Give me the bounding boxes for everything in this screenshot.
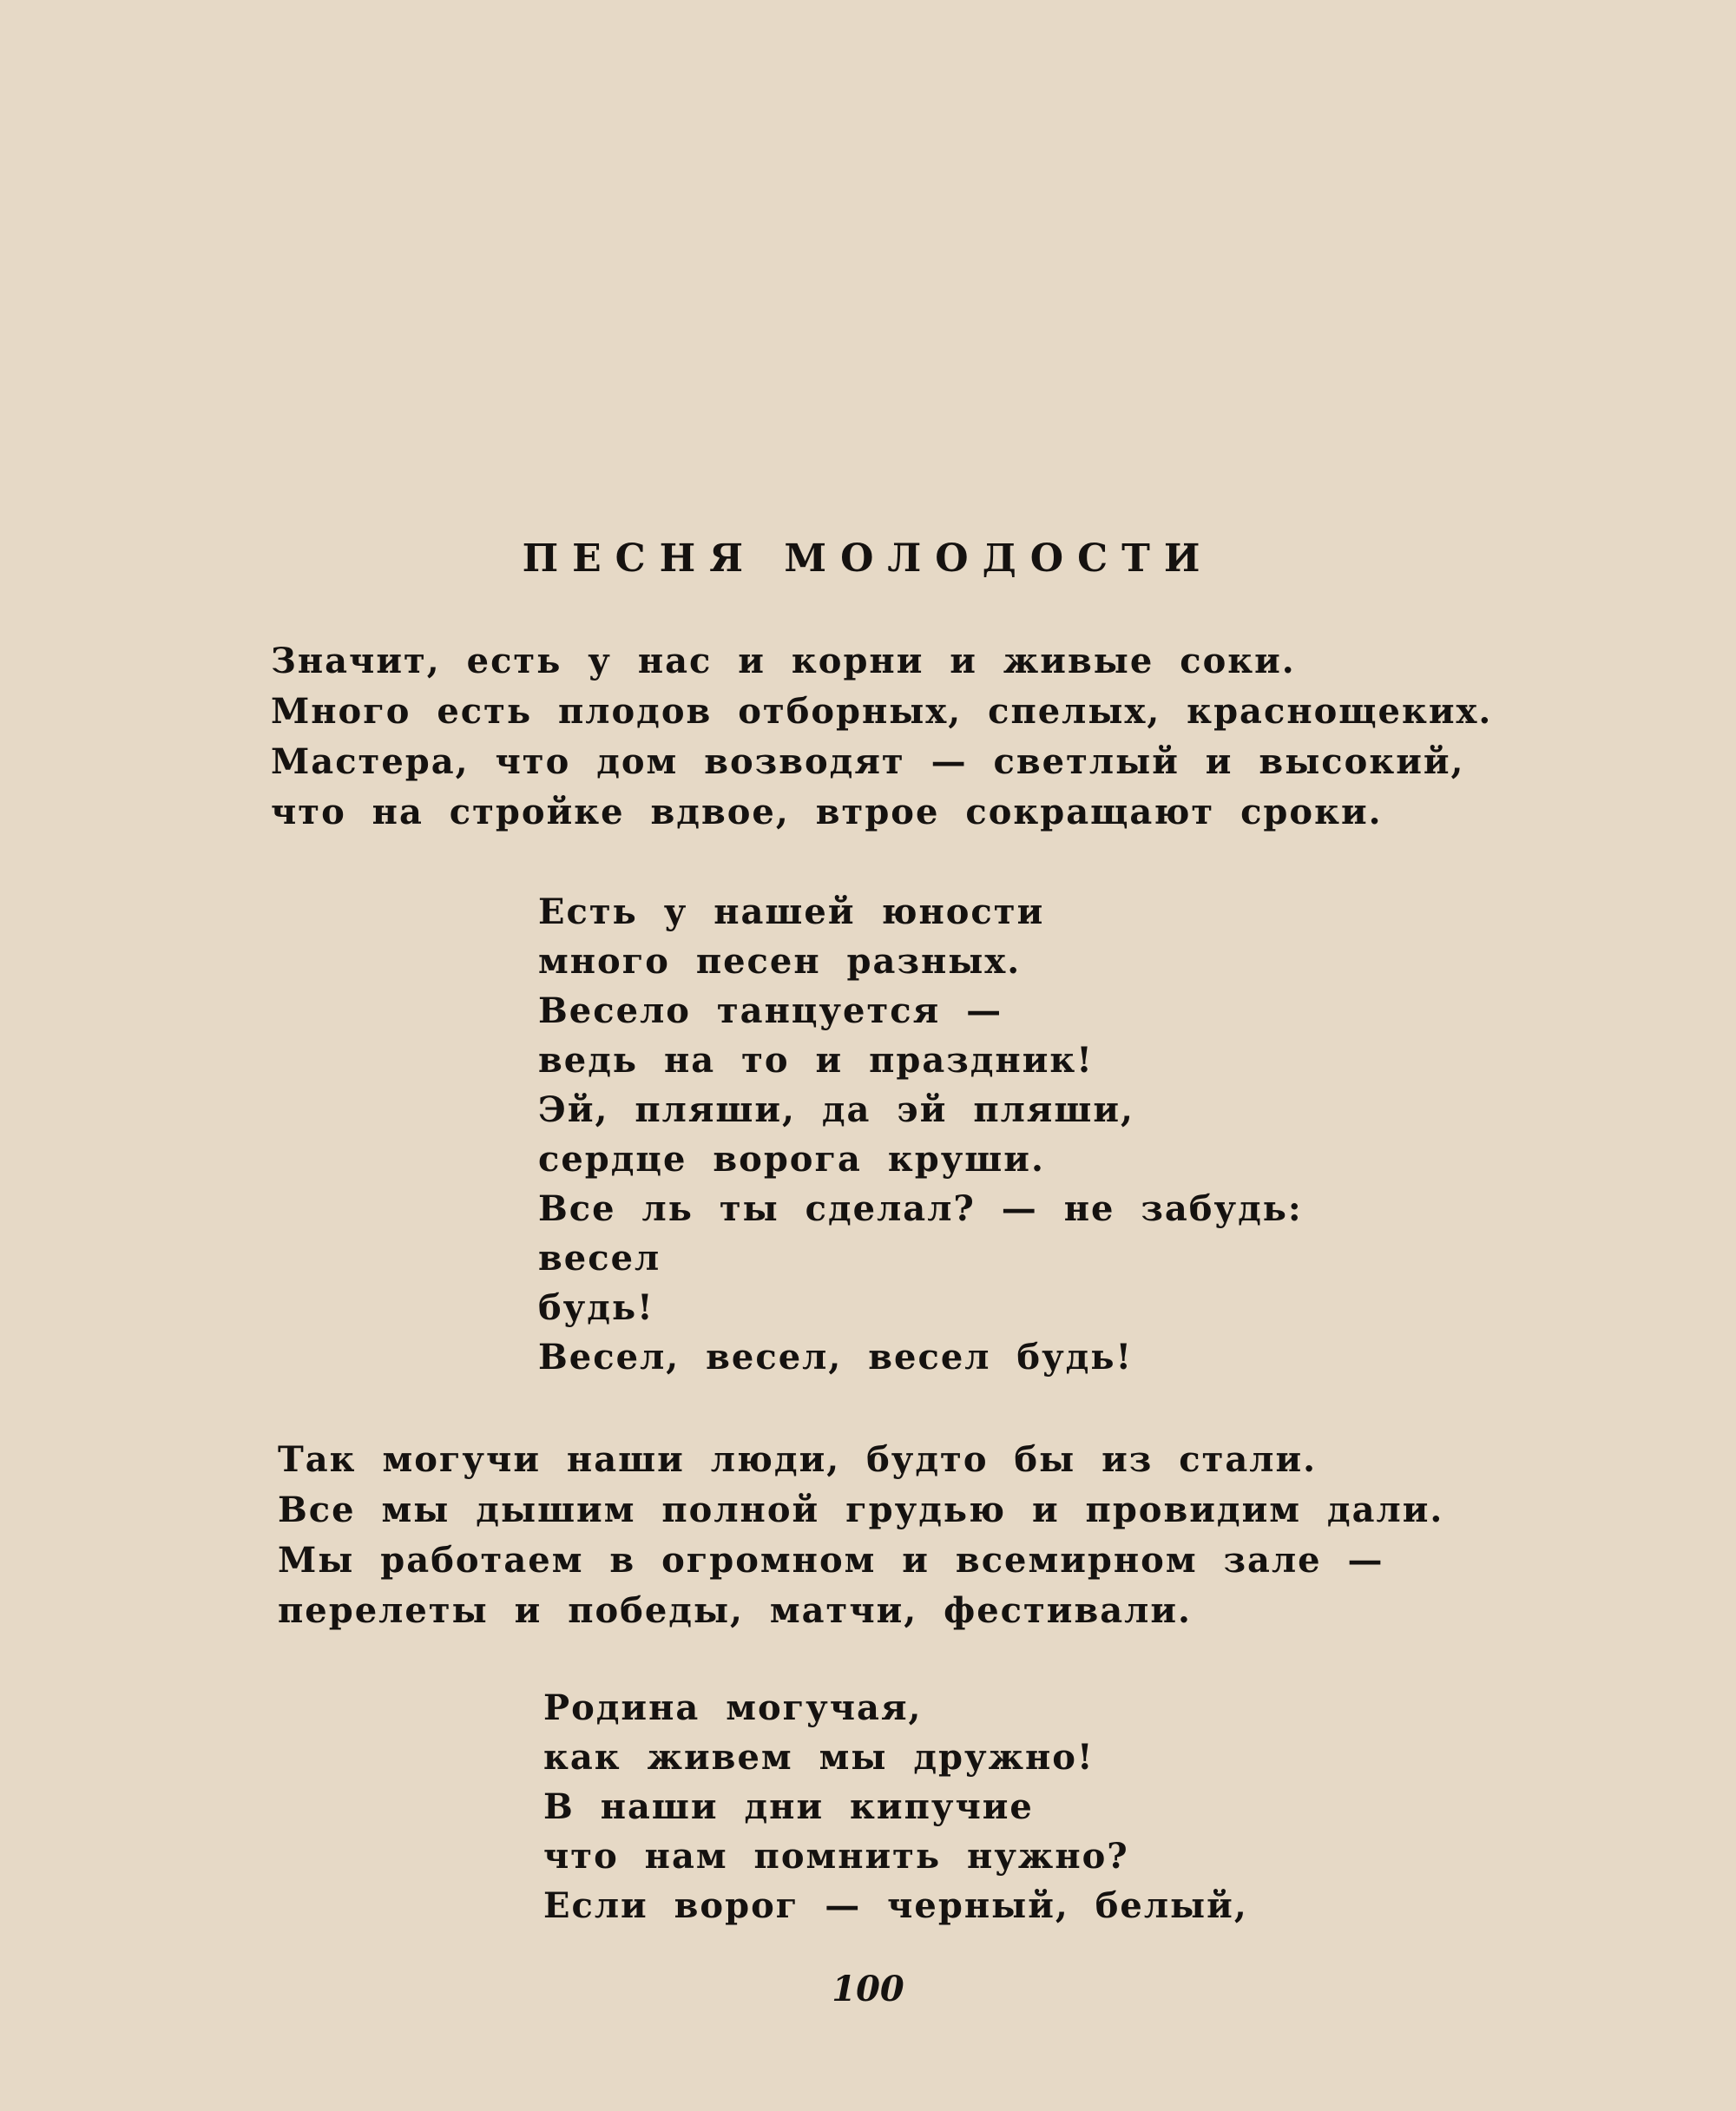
poem-line: Так могучи наши люди, будто бы из стали. [278, 1439, 1318, 1480]
poem-line: Мастера, что дом возводят — светлый и высокий, [271, 741, 1465, 782]
poem-line: что нам помнить нужно? [543, 1836, 1129, 1877]
poem-line: как живем мы дружно! [543, 1737, 1095, 1778]
poem-line: Есть у нашей юности [538, 891, 1045, 932]
poem-line: много песен разных. [538, 941, 1022, 982]
stanza-verse-1 [271, 636, 1492, 838]
stanza-verse-2 [278, 1435, 1443, 1636]
poem-line: Родина могучая, [543, 1687, 923, 1728]
poem-line: Значит, есть у нас и корни и живые соки. [271, 641, 1296, 681]
poem-line: сердце ворога круши. [538, 1139, 1045, 1180]
poem-line: В наши дни кипучие [543, 1786, 1034, 1827]
poem-line: Весело танцуется — [538, 990, 1003, 1031]
poem-line: будь! [538, 1287, 654, 1328]
poem-line: что на стройке вдвое, втрое сокращают сроки. [271, 792, 1383, 832]
stanza-chorus-1 [538, 887, 1303, 1382]
stanza-chorus-2 [543, 1683, 1248, 1930]
page-number: 100 [832, 1969, 904, 2009]
poem-line: Много есть плодов отборных, спелых, краснощеких. [271, 691, 1493, 732]
poem-line: ведь на то и праздник! [538, 1040, 1094, 1081]
poem-line: Мы работаем в огромном и всемирном зале — [278, 1540, 1384, 1581]
poem-title: ПЕСНЯ МОЛОДОСТИ [522, 536, 1214, 581]
poem-line: Все ль ты сделал? — не забудь: [538, 1188, 1303, 1229]
poem-line: Все мы дышим полной грудью и провидим дали. [278, 1490, 1444, 1530]
poem-line: весел [538, 1238, 661, 1279]
poem-line: Весел, весел, весел будь! [538, 1337, 1134, 1378]
poem-line: перелеты и победы, матчи, фестивали. [278, 1590, 1192, 1631]
poem-line: Если ворог — черный, белый, [543, 1885, 1248, 1926]
poem-line: Эй, пляши, да эй пляши, [538, 1089, 1134, 1130]
